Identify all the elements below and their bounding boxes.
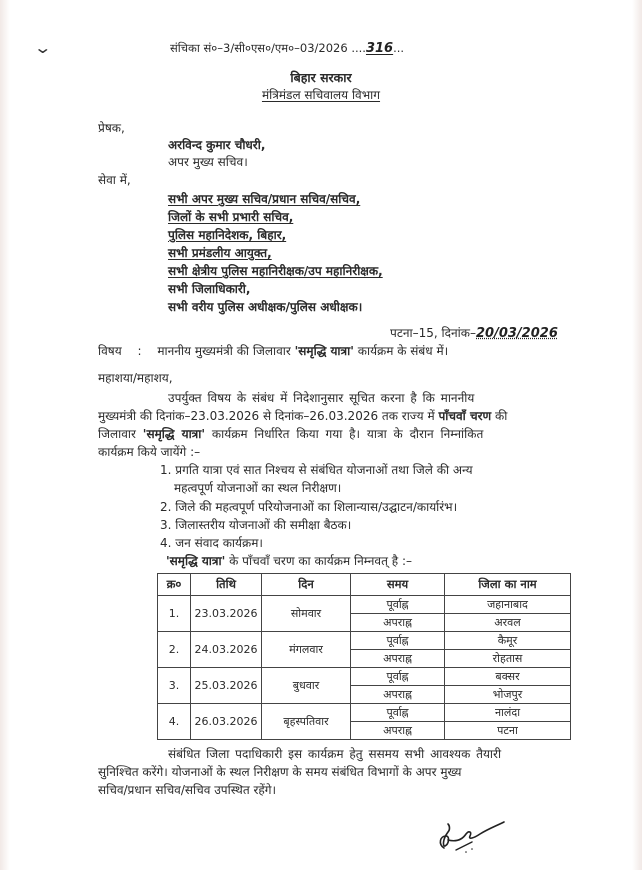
subject-colon: : — [137, 344, 142, 358]
cell-day: सोमवार — [262, 596, 351, 632]
cell-time: पूर्वाह्न — [351, 632, 445, 650]
table-row — [158, 668, 571, 686]
cell-date: 24.03.2026 — [191, 632, 262, 668]
table-header-row — [158, 574, 571, 596]
cell-time: पूर्वाह्न — [351, 596, 445, 614]
cell-district: रोहतास — [445, 650, 571, 668]
header-date: तिथि — [191, 574, 262, 596]
cell-day: बुधवार — [262, 668, 351, 704]
header-time: समय — [351, 574, 445, 596]
para1-line3-b: कार्यक्रम निर्धारित किया गया है। यात्रा के दौरान निम्नांकित — [211, 427, 484, 441]
para1-line2-bold: पाँचवाँ चरण — [438, 409, 492, 423]
salutation: महाशया/महाशय, — [98, 371, 173, 385]
cell-date: 23.03.2026 — [191, 596, 262, 632]
cell-time: पूर्वाह्न — [351, 704, 445, 722]
cell-district: अरवल — [445, 614, 571, 632]
list-item: 2. जिले की महत्वपूर्ण परियोजनाओं का शिलान्यास/उद्घाटन/कार्यारंभ। — [160, 500, 458, 514]
issue-date: 20/03/2026 — [476, 326, 558, 341]
closing-line1: संबंधित जिला पदाधिकारी इस कार्यक्रम हेतु ससमय सभी आवश्यक तैयारी — [168, 747, 502, 761]
para1-line2 — [98, 408, 507, 424]
para1-line3-a: जिलावार — [98, 427, 136, 441]
para1-line2-a: मुख्यमंत्री की दिनांक–23.03.2026 से दिनांक–26.03.2026 तक राज्य में — [98, 409, 435, 423]
header-sn: क्र० — [158, 574, 191, 596]
recipient-item: पुलिस महानिदेशक, बिहार, — [168, 228, 287, 242]
department-title: मंत्रिमंडल सचिवालय विभाग — [261, 88, 381, 102]
cell-district: भोजपुर — [445, 686, 571, 704]
para1-line3-bold: 'समृद्धि यात्रा' — [142, 427, 206, 441]
cell-time: अपराह्न — [351, 614, 445, 632]
schedule-intro — [166, 553, 412, 569]
cell-district: बक्सर — [445, 668, 571, 686]
page-edge-right — [632, 0, 642, 870]
signature — [436, 818, 526, 854]
list-item-continued: महत्वपूर्ण योजनाओं का स्थल निरीक्षण। — [174, 481, 342, 495]
para1-line4: कार्यक्रम किये जायेंगे :– — [98, 445, 201, 459]
file-ref-number: 316 — [365, 41, 394, 56]
subject-label: विषय — [98, 344, 122, 358]
cell-district: पटना — [445, 722, 571, 740]
recipient-item: जिलों के सभी प्रभारी सचिव, — [168, 210, 294, 224]
cell-district: जहानाबाद — [445, 596, 571, 614]
file-ref-dots: ... — [393, 41, 405, 55]
cell-sn: 4. — [158, 704, 191, 740]
closing-line3: सचिव/प्रधान सचिव/सचिव उपस्थित रहेंगे। — [98, 783, 277, 797]
cell-time: अपराह्न — [351, 722, 445, 740]
table-row — [158, 704, 571, 722]
sender-label: प्रेषक, — [98, 121, 125, 135]
para1-line1: उपर्युक्त विषय के संबंध में निदेशानुसार सूचित करना है कि माननीय — [168, 391, 475, 405]
cell-district: कैमूर — [445, 632, 571, 650]
place-label: पटना–15, दिनांक– — [390, 326, 476, 340]
list-item: 1. प्रगति यात्रा एवं सात निश्चय से संबंधित योजनाओं तथा जिले की अन्य — [160, 463, 473, 477]
cell-time: अपराह्न — [351, 650, 445, 668]
schedule-intro-bold: 'समृद्धि यात्रा' — [166, 554, 226, 568]
closing-line2: सुनिश्चित करेंगे। योजनाओं के स्थल निरीक्षण के समय संबंधित विभागों के अपर मुख्य — [98, 765, 462, 779]
list-item: 4. जन संवाद कार्यक्रम। — [160, 536, 263, 550]
para1-line3 — [98, 426, 483, 442]
subject-highlight: 'समृद्धि यात्रा' — [294, 344, 354, 358]
place-date — [390, 325, 558, 342]
cell-day: बृहस्पतिवार — [262, 704, 351, 740]
para1-line2-b: की — [495, 409, 508, 423]
header-day: दिन — [262, 574, 351, 596]
header-district: जिला का नाम — [445, 574, 571, 596]
recipients-label: सेवा में, — [98, 173, 131, 187]
recipient-item: सभी प्रमंडलीय आयुक्त, — [168, 246, 272, 260]
table-row — [158, 596, 571, 614]
cell-time: पूर्वाह्न — [351, 668, 445, 686]
government-title: बिहार सरकार — [290, 70, 352, 85]
cell-date: 25.03.2026 — [191, 668, 262, 704]
list-item: 3. जिलास्तरीय योजनाओं की समीक्षा बैठक। — [160, 518, 352, 532]
cell-sn: 1. — [158, 596, 191, 632]
subject-line — [98, 343, 448, 359]
page-edge-left — [0, 0, 10, 870]
subject-text-before: माननीय मुख्यमंत्री की जिलावार — [157, 344, 291, 358]
recipient-item: सभी जिलाधिकारी, — [168, 282, 251, 296]
schedule-intro-rest: के पाँचवाँ चरण का कार्यक्रम निम्नवत् है :– — [229, 554, 412, 568]
file-reference — [170, 40, 404, 57]
cell-district: नालंदा — [445, 704, 571, 722]
subject-text-after: कार्यक्रम के संबंध में। — [357, 344, 449, 358]
cell-day: मंगलवार — [262, 632, 351, 668]
sender-designation: अपर मुख्य सचिव। — [168, 155, 248, 169]
recipient-item: सभी अपर मुख्य सचिव/प्रधान सचिव/सचिव, — [168, 192, 361, 206]
check-mark-icon: ⌄ — [33, 38, 53, 57]
schedule-table — [157, 573, 571, 740]
cell-time: अपराह्न — [351, 686, 445, 704]
file-ref-text: संचिका सं०–3/सी०एस०/एम०–03/2026 .... — [170, 41, 366, 55]
cell-sn: 3. — [158, 668, 191, 704]
recipient-item: सभी क्षेत्रीय पुलिस महानिरीक्षक/उप महानिरीक्षक, — [168, 264, 383, 278]
sender-name: अरविन्द कुमार चौधरी, — [168, 138, 266, 152]
recipient-item: सभी वरीय पुलिस अधीक्षक/पुलिस अधीक्षक। — [168, 300, 363, 314]
table-row — [158, 632, 571, 650]
cell-date: 26.03.2026 — [191, 704, 262, 740]
cell-sn: 2. — [158, 632, 191, 668]
